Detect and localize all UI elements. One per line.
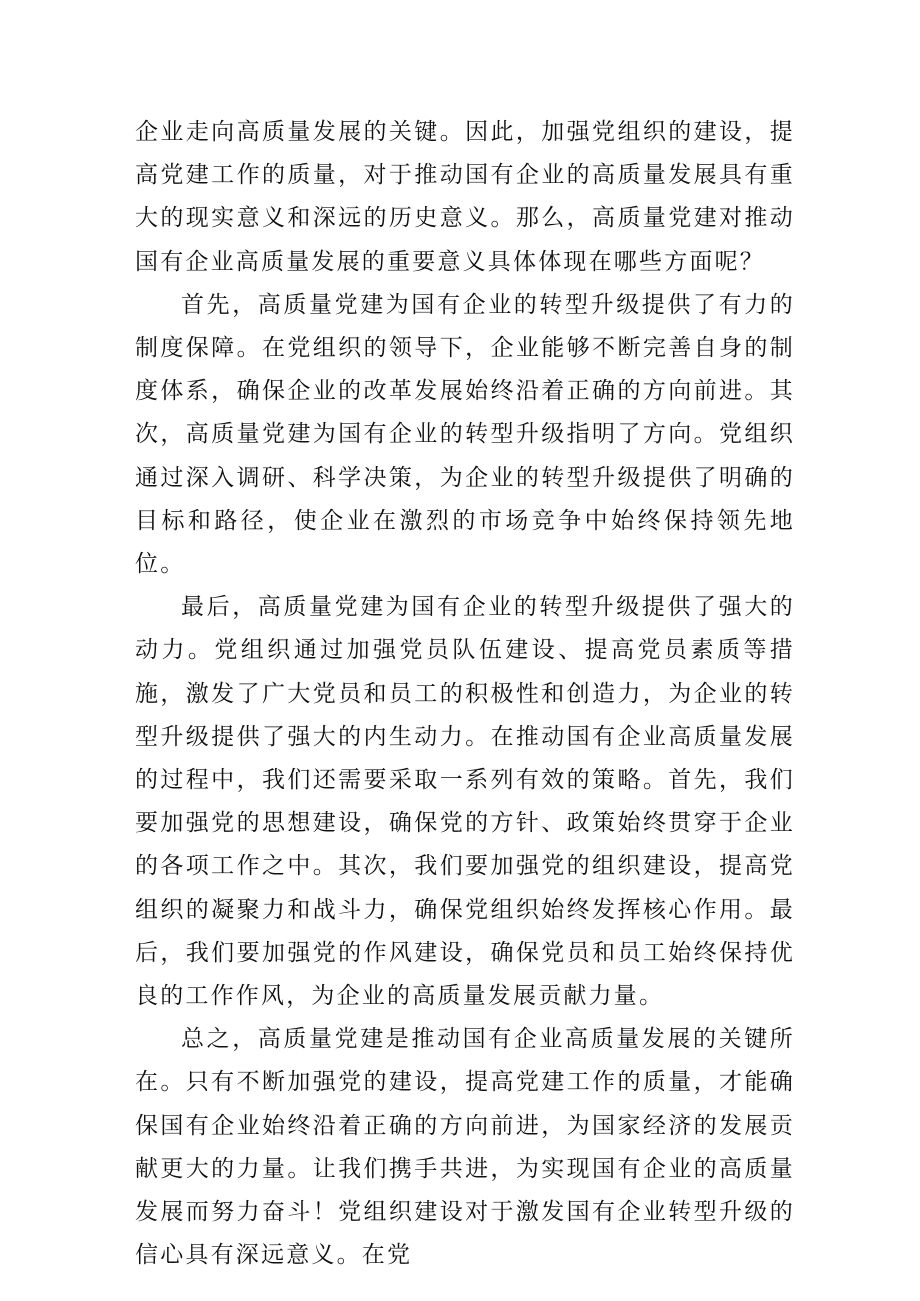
paragraph-continuation: 企业走向高质量发展的关键。因此，加强党组织的建设，提高党建工作的质量，对于推动国有企业的高质量发展具有重大的现实意义和深远的历史意义。那么，高质量党建对推动国有企业高质量发展的重要意义具体体现在哪些方面呢？ (135, 119, 795, 275)
paragraph-first-point: 首先，高质量党建为国有企业的转型升级提供了有力的制度保障。在党组织的领导下，企业能够不断完善自身的制度体系，确保企业的改革发展始终沿着正确的方向前进。其次，高质量党建为国有企业的转型升级指明了方向。党组织通过深入调研、科学决策，为企业的转型升级提供了明确的目标和路径，使企业在激烈的市场竞争中始终保持领先地位。 (135, 291, 795, 578)
paragraph-final-point: 最后，高质量党建为国有企业的转型升级提供了强大的动力。党组织通过加强党员队伍建设、提高党员素质等措施，激发了广大党员和员工的积极性和创造力，为企业的转型升级提供了强大的内生动力。在推动国有企业高质量发展的过程中，我们还需要采取一系列有效的策略。首先，我们要加强党的思想建设，确保党的方针、政策始终贯穿于企业的各项工作之中。其次，我们要加强党的组织建设，提高党组织的凝聚力和战斗力，确保党组织始终发挥核心作用。最后，我们要加强党的作风建设，确保党员和员工始终保持优良的工作作风，为企业的高质量发展贡献力量。 (135, 594, 795, 1010)
paragraph-conclusion: 总之，高质量党建是推动国有企业高质量发展的关键所在。只有不断加强党的建设，提高党建工作的质量，才能确保国有企业始终沿着正确的方向前进，为国家经济的发展贡献更大的力量。让我们携手共进，为实现国有企业的高质量发展而努力奋斗！党组织建设对于激发国有企业转型升级的信心具有深远意义。在党 (135, 1026, 795, 1269)
body-text (135, 111, 795, 1277)
